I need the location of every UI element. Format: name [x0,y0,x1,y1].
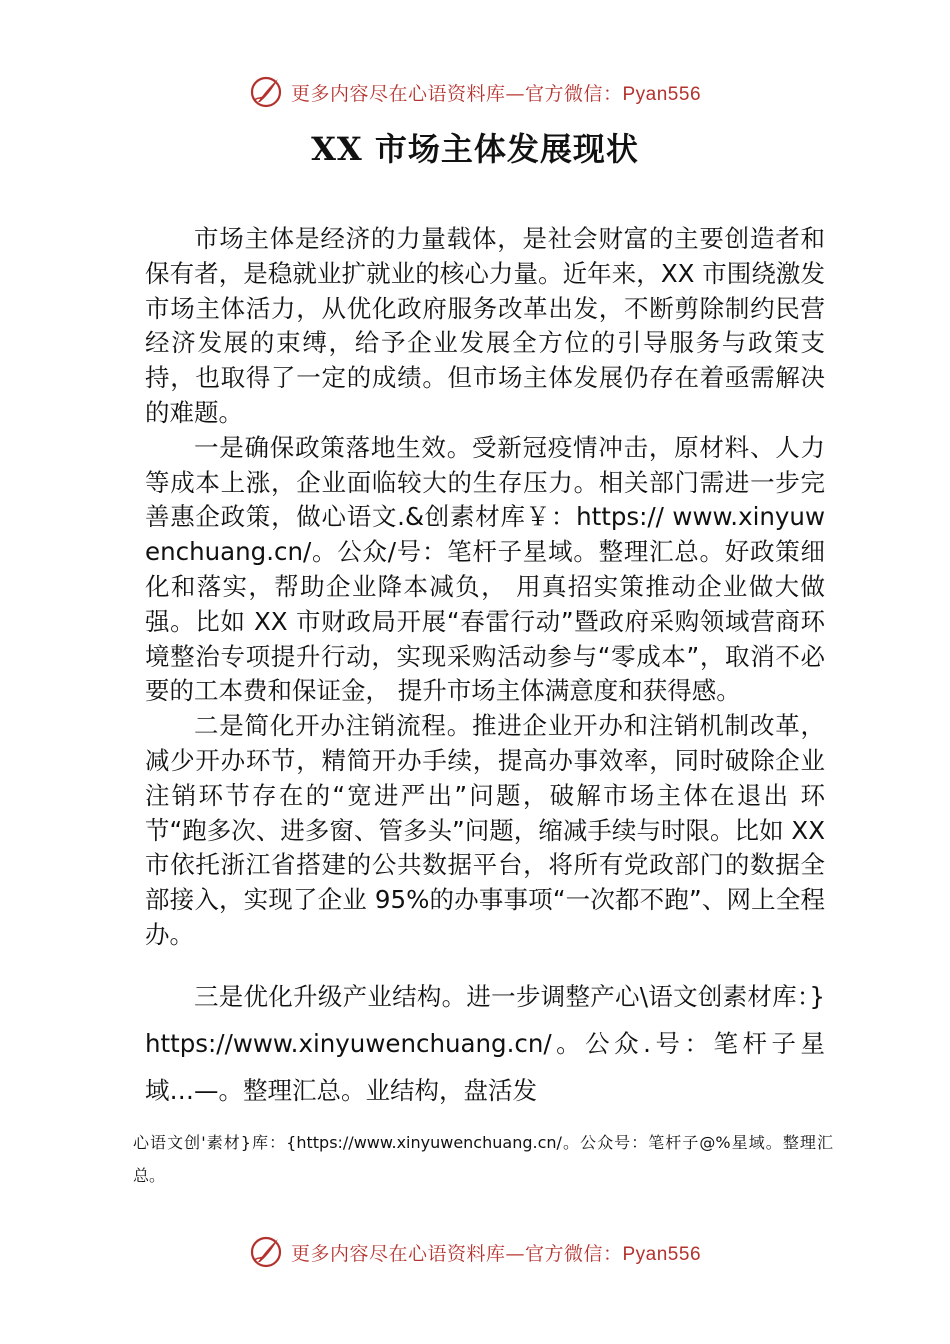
banner-text: 更多内容尽在心语资料库—官方微信：Pyan556 [290,82,702,105]
wechat-handle: Pyan556 [622,83,702,105]
document-title: XX 市场主体发展现状 [311,130,639,168]
paragraph-industry: 三是优化升级产业结构。进一步调整产心\语文创素材库：}https://www.xinyuwenchuang.cn/。公众.号：笔杆子星域…—。整理汇总。业结构，盘活发 [145,982,825,1105]
paragraph-intro: 市场主体是经济的力量载体，是社会财富的主要创造者和保有者，是稳就业扩就业的核心力量。近年来，XX 市围绕激发市场主体活力，从优化政府服务改革出发，不断剪除制约民营经济发展的束缚，给予企业发展全方位的引导服务与政策支持，也取得了一定的成绩。但市场主体发展仍存在着亟需解决的难题。 [145,224,825,427]
paragraph-policy: 一是确保政策落地生效。受新冠疫情冲击，原材料、人力等成本上涨，企业面临较大的生存压力。相关部门需进一步完善惠企政策，做心语文.&创素材库￥：https:// www.xinyuwenchuang.cn/。公众/号：笔杆子星域。整理汇总。好政策细化和落实，帮助企业降本减负， 用真招实策推动企业做大做强。比如 XX 市财政局开展“春雷行动”暨政府采购领域营商环境整治专项提升行动，实现采购活动参与“零成本”，取消不必要的工本费和保证金， 提升市场主体满意度和获得感。 [145,432,825,706]
header-banner [0,72,950,112]
quill-pen-logo-icon [249,75,283,109]
banner-text: 更多内容尽在心语资料库—官方微信：Pyan556 [290,1242,702,1265]
footnote: 心语文创'素材}库：{https://www.xinyuwenchuang.cn/。公众号：笔杆子@%星域。整理汇总。 [133,1133,833,1185]
quill-pen-logo-icon [249,1235,283,1269]
wechat-handle: Pyan556 [622,1243,702,1265]
paragraph-registration: 二是简化开办注销流程。推进企业开办和注销机制改革，减少开办环节，精简开办手续，提高办事效率，同时破除企业注销环节存在的“宽进严出”问题，破解市场主体在退出 环节“跑多次、进多窗、管多头”问题，缩减手续与时限。比如 XX 市依托浙江省搭建的公共数据平台，将所有党政部门的数据全部接入，实现了企业 95%的办事事项“一次都不跑”、网上全程办。 [145,711,825,949]
footer-banner [0,1232,950,1272]
document-body [145,222,825,953]
